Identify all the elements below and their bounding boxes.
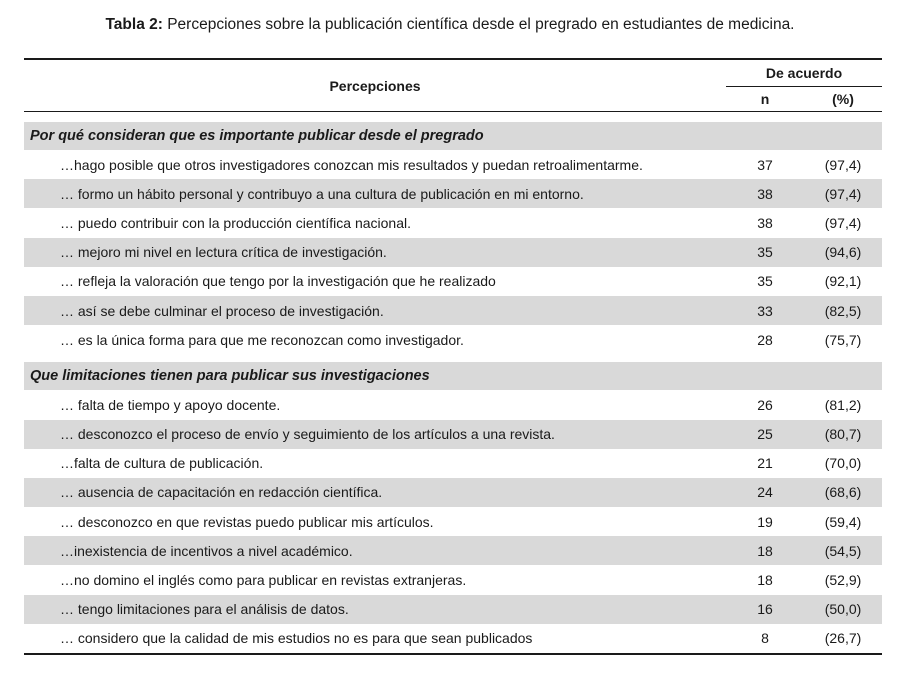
row-label: … tengo limitaciones para el análisis de datos. [24, 595, 726, 624]
row-label: … desconozco en que revistas puedo publicar mis artículos. [60, 513, 434, 530]
table-header [24, 59, 882, 112]
row-n: 37 [757, 156, 773, 173]
table-row [24, 150, 882, 179]
table-row [24, 238, 882, 267]
header-agree: De acuerdo [726, 59, 882, 87]
section-heading-row [24, 362, 882, 390]
row-pct: (26,7) [824, 630, 862, 647]
table-caption [0, 16, 900, 34]
table-row [24, 624, 882, 654]
spacer-cell [24, 112, 882, 123]
row-pct: (50,0) [804, 595, 882, 624]
table-row [24, 208, 882, 237]
table-row [24, 325, 882, 354]
row-label: … formo un hábito personal y contribuyo a una cultura de publicación en mi entorno. [24, 179, 726, 208]
row-pct: (97,4) [804, 179, 882, 208]
row-n: 25 [726, 420, 804, 449]
row-n: 8 [761, 630, 769, 647]
row-pct: (92,1) [824, 273, 862, 290]
row-n: 18 [757, 572, 773, 589]
row-label: …hago posible que otros investigadores conozcan mis resultados y puedan retroalimentarme. [60, 156, 643, 173]
row-pct: (80,7) [804, 420, 882, 449]
row-pct: (54,5) [804, 536, 882, 565]
row-label: … considero que la calidad de mis estudios no es para que sean publicados [60, 630, 533, 647]
table-row [24, 565, 882, 594]
table-caption-label: Tabla 2: [105, 16, 163, 33]
row-pct: (75,7) [824, 331, 862, 348]
section-heading-row [24, 122, 882, 150]
perceptions-table-wrapper [24, 58, 882, 655]
row-n: 24 [726, 478, 804, 507]
table-row [24, 595, 882, 624]
row-label: … así se debe culminar el proceso de investigación. [24, 296, 726, 325]
row-label: …inexistencia de incentivos a nivel académico. [24, 536, 726, 565]
table-row [24, 390, 882, 419]
row-n: 18 [726, 536, 804, 565]
row-pct: (94,6) [804, 238, 882, 267]
row-n: 21 [757, 455, 773, 472]
row-n: 26 [757, 396, 773, 413]
table-row [24, 179, 882, 208]
row-n: 16 [726, 595, 804, 624]
row-label: …no domino el inglés como para publicar en revistas extranjeras. [60, 572, 467, 589]
table-body [24, 112, 882, 655]
row-pct: (97,4) [824, 214, 862, 231]
header-perceptions: Percepciones [329, 77, 421, 94]
table-row [24, 507, 882, 536]
row-label: … ausencia de capacitación en redacción científica. [24, 478, 726, 507]
row-pct: (52,9) [824, 572, 862, 589]
row-n: 38 [757, 214, 773, 231]
table-row [24, 449, 882, 478]
row-n: 19 [757, 513, 773, 530]
row-label: …falta de cultura de publicación. [60, 455, 264, 472]
table-row [24, 536, 882, 565]
row-label: … es la única forma para que me reconozcan como investigador. [60, 331, 464, 348]
row-pct: (82,5) [804, 296, 882, 325]
row-n: 33 [726, 296, 804, 325]
table-row [24, 267, 882, 296]
row-label: … refleja la valoración que tengo por la investigación que he realizado [60, 273, 496, 290]
header-n: n [760, 91, 770, 107]
row-pct: (97,4) [824, 156, 862, 173]
row-pct: (81,2) [824, 396, 862, 413]
section-heading: Por qué consideran que es importante publicar desde el pregrado [24, 122, 882, 150]
row-pct: (59,4) [824, 513, 862, 530]
row-n: 38 [726, 179, 804, 208]
row-n: 28 [757, 331, 773, 348]
row-label: … falta de tiempo y apoyo docente. [60, 396, 281, 413]
row-pct: (68,6) [804, 478, 882, 507]
row-n: 35 [726, 238, 804, 267]
section-spacer [24, 112, 882, 123]
row-n: 35 [757, 273, 773, 290]
perceptions-table [24, 58, 882, 655]
table-row [24, 420, 882, 449]
section-heading: Que limitaciones tienen para publicar sus investigaciones [24, 362, 882, 390]
table-row [24, 296, 882, 325]
row-label: … puedo contribuir con la producción científica nacional. [60, 214, 411, 231]
section-spacer [24, 354, 882, 362]
table-caption-text: Percepciones sobre la publicación científica desde el pregrado en estudiantes de medicina. [162, 16, 795, 33]
row-pct: (70,0) [824, 455, 862, 472]
row-label: … desconozco el proceso de envío y seguimiento de los artículos a una revista. [24, 420, 726, 449]
header-row-1 [24, 59, 882, 87]
table-row [24, 478, 882, 507]
row-label: … mejoro mi nivel en lectura crítica de investigación. [24, 238, 726, 267]
header-pct: (%) [832, 91, 854, 107]
spacer-cell [24, 354, 882, 362]
